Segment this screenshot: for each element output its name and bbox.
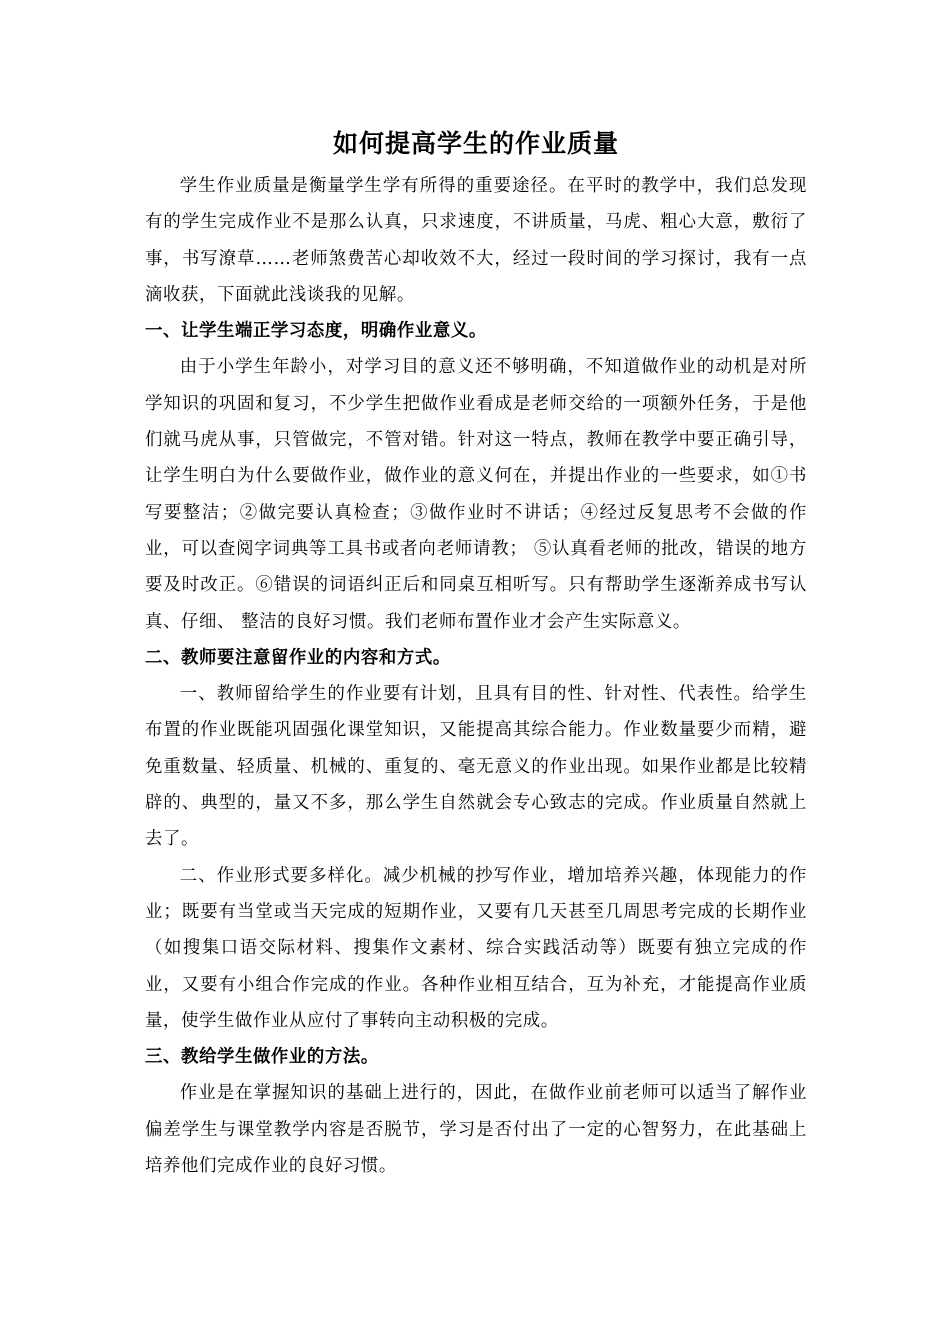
intro-paragraph: 学生作业质量是衡量学生学有所得的重要途径。在平时的教学中，我们总发现有的学生完成作业不是那么认真，只求速度，不讲质量，马虎、粗心大意，敷衍了事，书写潦草……老师煞费苦心却收效不大，经过一段时间的学习探讨，我有一点滴收获，下面就此浅谈我的见解。 — [145, 176, 807, 305]
section-1-paragraph: 由于小学生年龄小，对学习目的意义还不够明确，不知道做作业的动机是对所学知识的巩固和复习，不少学生把做作业看成是老师交给的一项额外任务，于是他们就马虎从事，只管做完，不管对错。针对这一特点，教师在教学中要正确引导，让学生明白为什么要做作业，做作业的意义何在，并提出作业的一些要求，如①书写要整洁；②做完要认真检查；③做作业时不讲话；④经过反复思考不会做的作业，可以查阅字词典等工具书或者向老师请教； ⑤认真看老师的批改，错误的地方要及时改正。⑥错误的词语纠正后和同桌互相听写。只有帮助学生逐渐养成书写认真、仔细、 整洁的良好习惯。我们老师布置作业才会产生实际意义。 — [145, 357, 807, 632]
section-2-heading: 二、教师要注意留作业的内容和方式。 — [145, 647, 451, 668]
section-3-paragraph: 作业是在掌握知识的基础上进行的，因此，在做作业前老师可以适当了解作业偏差学生与课堂教学内容是否脱节，学习是否付出了一定的心智努力，在此基础上培养他们完成作业的良好习惯。 — [145, 1083, 807, 1177]
section-2-paragraph-2: 二、作业形式要多样化。减少机械的抄写作业，增加培养兴趣，体现能力的作业；既要有当堂或当天完成的短期作业，又要有几天甚至几周思考完成的长期作业（如搜集口语交际材料、搜集作文素材、综合实践活动等）既要有独立完成的作业，又要有小组合作完成的作业。各种作业相互结合，互为补充，才能提高作业质量，使学生做作业从应付了事转向主动积极的完成。 — [145, 865, 807, 1031]
section-1-heading: 一、让学生端正学习态度，明确作业意义。 — [145, 321, 487, 342]
section-2-paragraph-1: 一、教师留给学生的作业要有计划，且具有目的性、针对性、代表性。给学生布置的作业既能巩固强化课堂知识，又能提高其综合能力。作业数量要少而精，避免重数量、轻质量、机械的、重复的、毫无意义的作业出现。如果作业都是比较精辟的、典型的，量又不多，那么学生自然就会专心致志的完成。作业质量自然就上去了。 — [145, 684, 807, 850]
section-3-heading: 三、教给学生做作业的方法。 — [145, 1047, 379, 1068]
document-page — [145, 128, 807, 1184]
document-title: 如何提高学生的作业质量 — [332, 129, 619, 158]
